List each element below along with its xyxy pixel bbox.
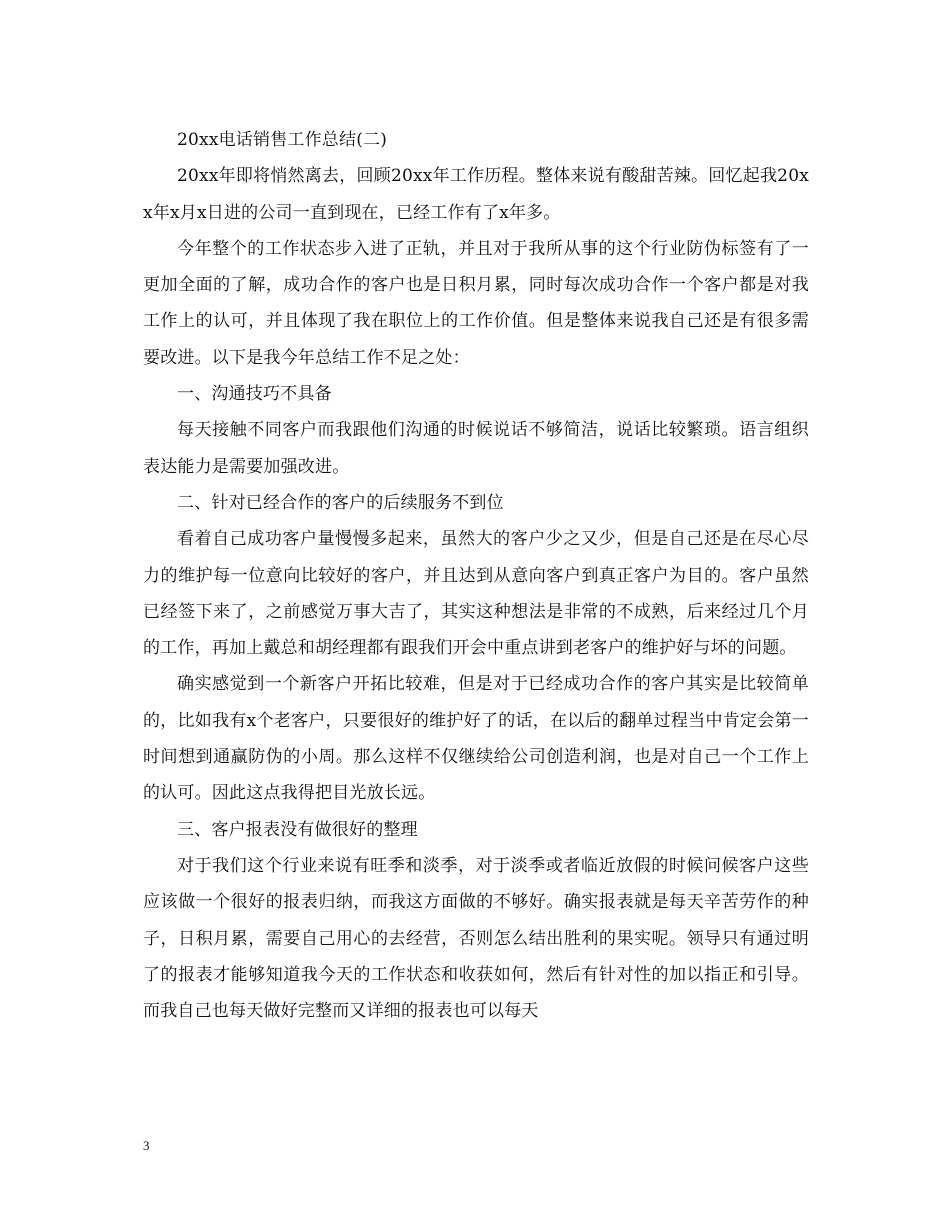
paragraph-work-status: 今年整个的工作状态步入进了正轨，并且对于我所从事的这个行业防伪标签有了一更加全面的了解，成功合作的客户也是日积月累，同时每次成功合作一个客户都是对我工作上的认可，并且体现了我在职位上的工作价值。但是整体来说我自己还是有很多需要改进。以下是我今年总结工作不足之处：: [143, 238, 809, 368]
section-heading-reports: 三、客户报表没有做很好的整理: [177, 819, 418, 840]
paragraph-follow-up-service: 看着自己成功客户量慢慢多起来，虽然大的客户少之又少，但是自己还是在尽心尽力的维护每一位意向比较好的客户，并且达到从意向客户到真正客户为目的。客户虽然已经签下来了，之前感觉万事大吉了，其实这种想法是非常的不成熟，后来经过几个月的工作，再加上戴总和胡经理都有跟我们开会中重点讲到老客户的维护好与坏的问题。: [143, 529, 809, 659]
paragraph-existing-clients: 确实感觉到一个新客户开拓比较难，但是对于已经成功合作的客户其实是比较简单的，比如我有x个老客户，只要很好的维护好了的话，在以后的翻单过程当中肯定会第一时间想到通赢防伪的小周。那么这样不仅继续给公司创造利润，也是对自己一个工作上的认可。因此这点我得把目光放长远。: [143, 674, 809, 804]
section-heading-follow-up-service: 二、针对已经合作的客户的后续服务不到位: [177, 492, 504, 513]
document-body: [143, 122, 809, 1029]
section-heading-communication: 一、沟通技巧不具备: [177, 384, 332, 405]
paragraph-reports: 对于我们这个行业来说有旺季和淡季，对于淡季或者临近放假的时候问候客户这些应该做一个很好的报表归纳，而我这方面做的不够好。确实报表就是每天辛苦劳作的种子，日积月累，需要自己用心的去经营，否则怎么结出胜利的果实呢。领导只有通过明了的报表才能够知道我今天的工作状态和收获如何，然后有针对性的加以指正和引导。而我自己也每天做好完整而又详细的报表也可以每天: [143, 855, 809, 1022]
paragraph-intro: 20xx年即将悄然离去，回顾20xx年工作历程。整体来说有酸甜苦辣。回忆起我20xx年x月x日进的公司一直到现在，已经工作有了x年多。: [143, 166, 809, 223]
document-title: 20xx电话销售工作总结(二): [177, 130, 388, 150]
paragraph-communication: 每天接触不同客户而我跟他们沟通的时候说话不够简洁，说话比较繁琐。语言组织表达能力是需要加强改进。: [143, 420, 809, 477]
page-number: 3: [143, 1138, 150, 1153]
